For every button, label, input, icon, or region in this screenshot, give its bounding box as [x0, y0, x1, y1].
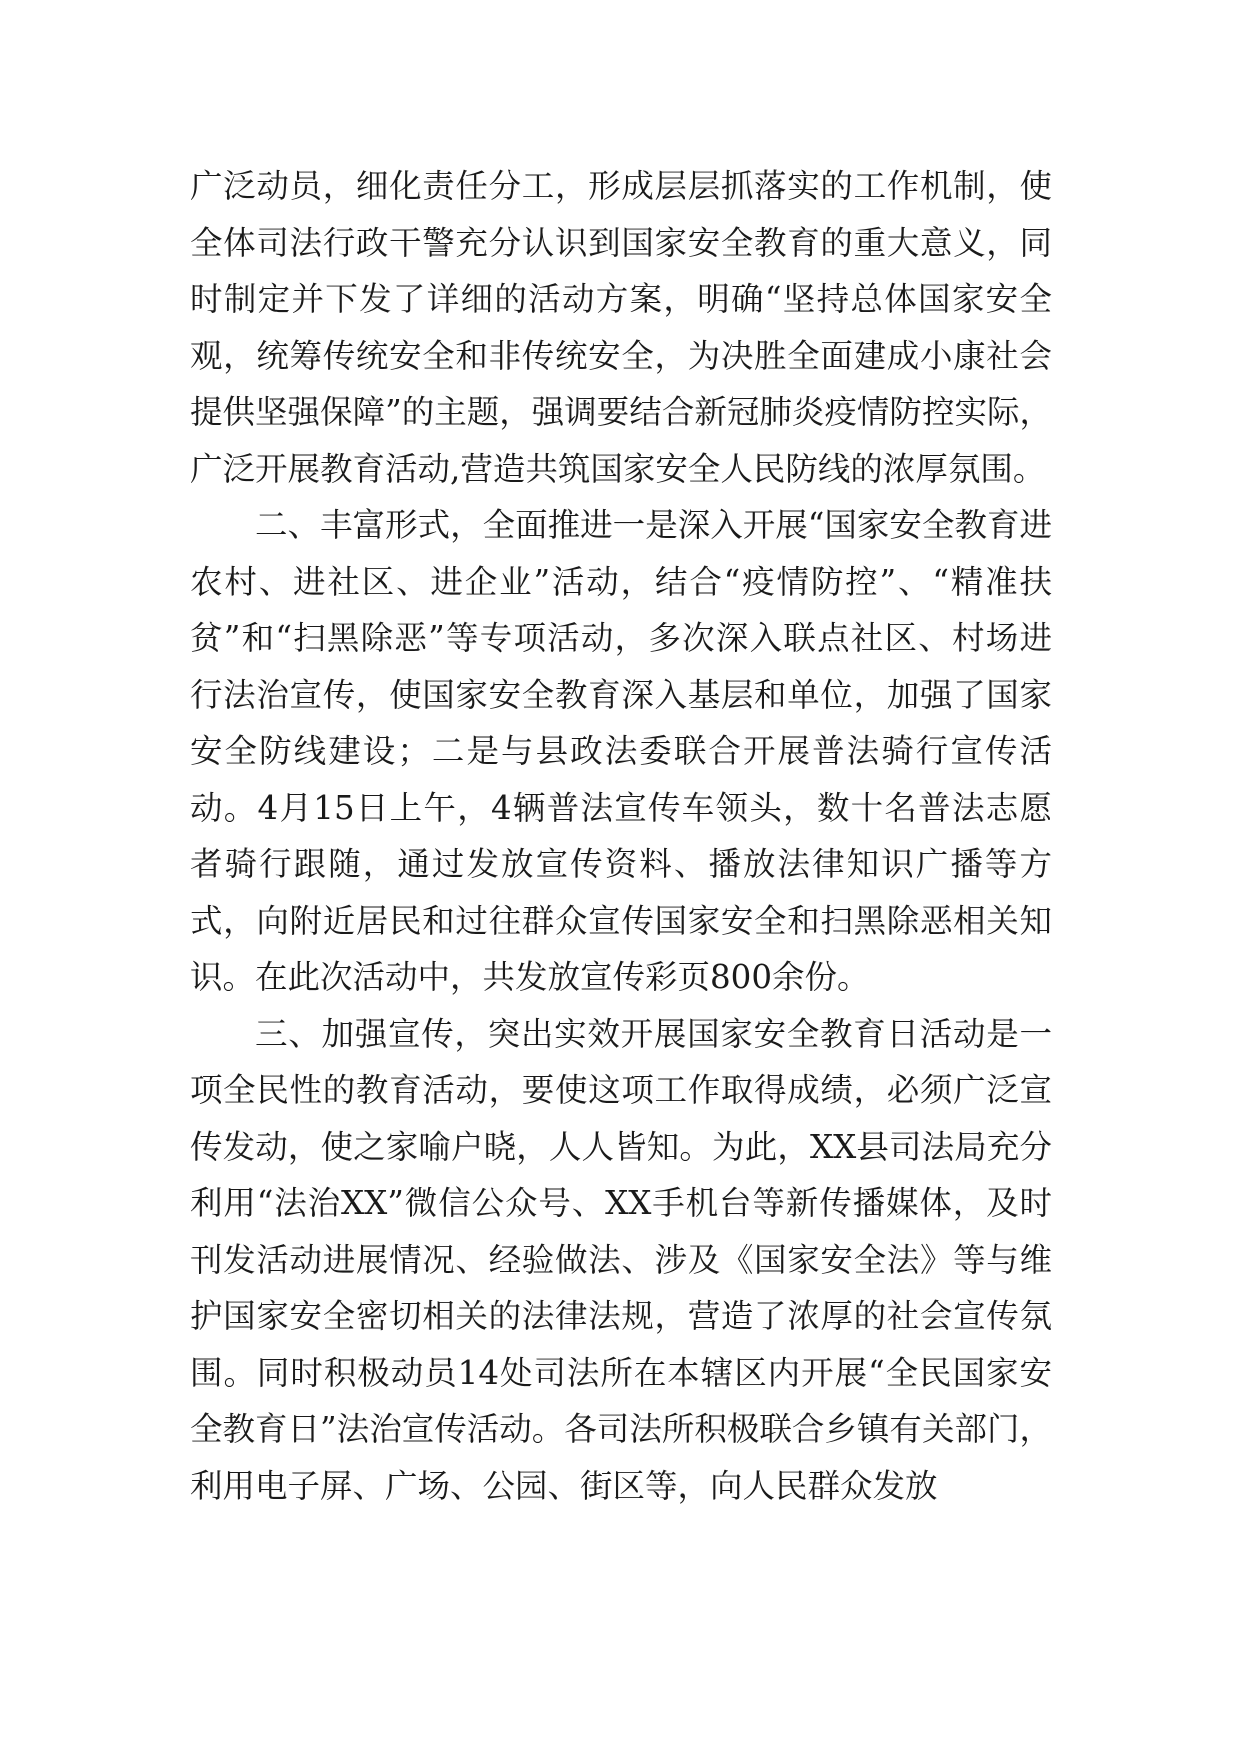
paragraph-3: 三、加强宣传，突出实效开展国家安全教育日活动是一项全民性的教育活动，要使这项工作取得成绩，必须广泛宣传发动，使之家喻户晓，人人皆知。为此，XX县司法局充分利用“法治XX”微信公众号、XX手机台等新传播媒体，及时刊发活动进展情况、经验做法、涉及《国家安全法》等与维护国家安全密切相关的法律法规，营造了浓厚的社会宣传氛围。同时积极动员14处司法所在本辖区内开展“全民国家安全教育日”法治宣传活动。各司法所积极联合乡镇有关部门，利用电子屏、广场、公园、街区等，向人民群众发放: [190, 1014, 1052, 1505]
paragraph-2: 二、丰富形式，全面推进一是深入开展“国家安全教育进农村、进社区、进企业”活动，结合“疫情防控”、“精准扶贫”和“扫黑除恶”等专项活动，多次深入联点社区、村场进行法治宣传，使国家安全教育深入基层和单位，加强了国家安全防线建设；二是与县政法委联合开展普法骑行宣传活动。4月15日上午，4辆普法宣传车领头，数十名普法志愿者骑行跟随，通过发放宣传资料、播放法律知识广播等方式，向附近居民和过往群众宣传国家安全和扫黑除恶相关知识。在此次活动中，共发放宣传彩页800余份。: [190, 506, 1052, 996]
paragraph-1: 广泛动员，细化责任分工，形成层层抓落实的工作机制，使全体司法行政干警充分认识到国家安全教育的重大意义，同时制定并下发了详细的活动方案，明确“坚持总体国家安全观，统筹传统安全和非传统安全，为决胜全面建成小康社会提供坚强保障”的主题，强调要结合新冠肺炎疫情防控实际，广泛开展教育活动,营造共筑国家安全人民防线的浓厚氛围。: [190, 167, 1052, 488]
document-body: [190, 158, 1052, 1514]
